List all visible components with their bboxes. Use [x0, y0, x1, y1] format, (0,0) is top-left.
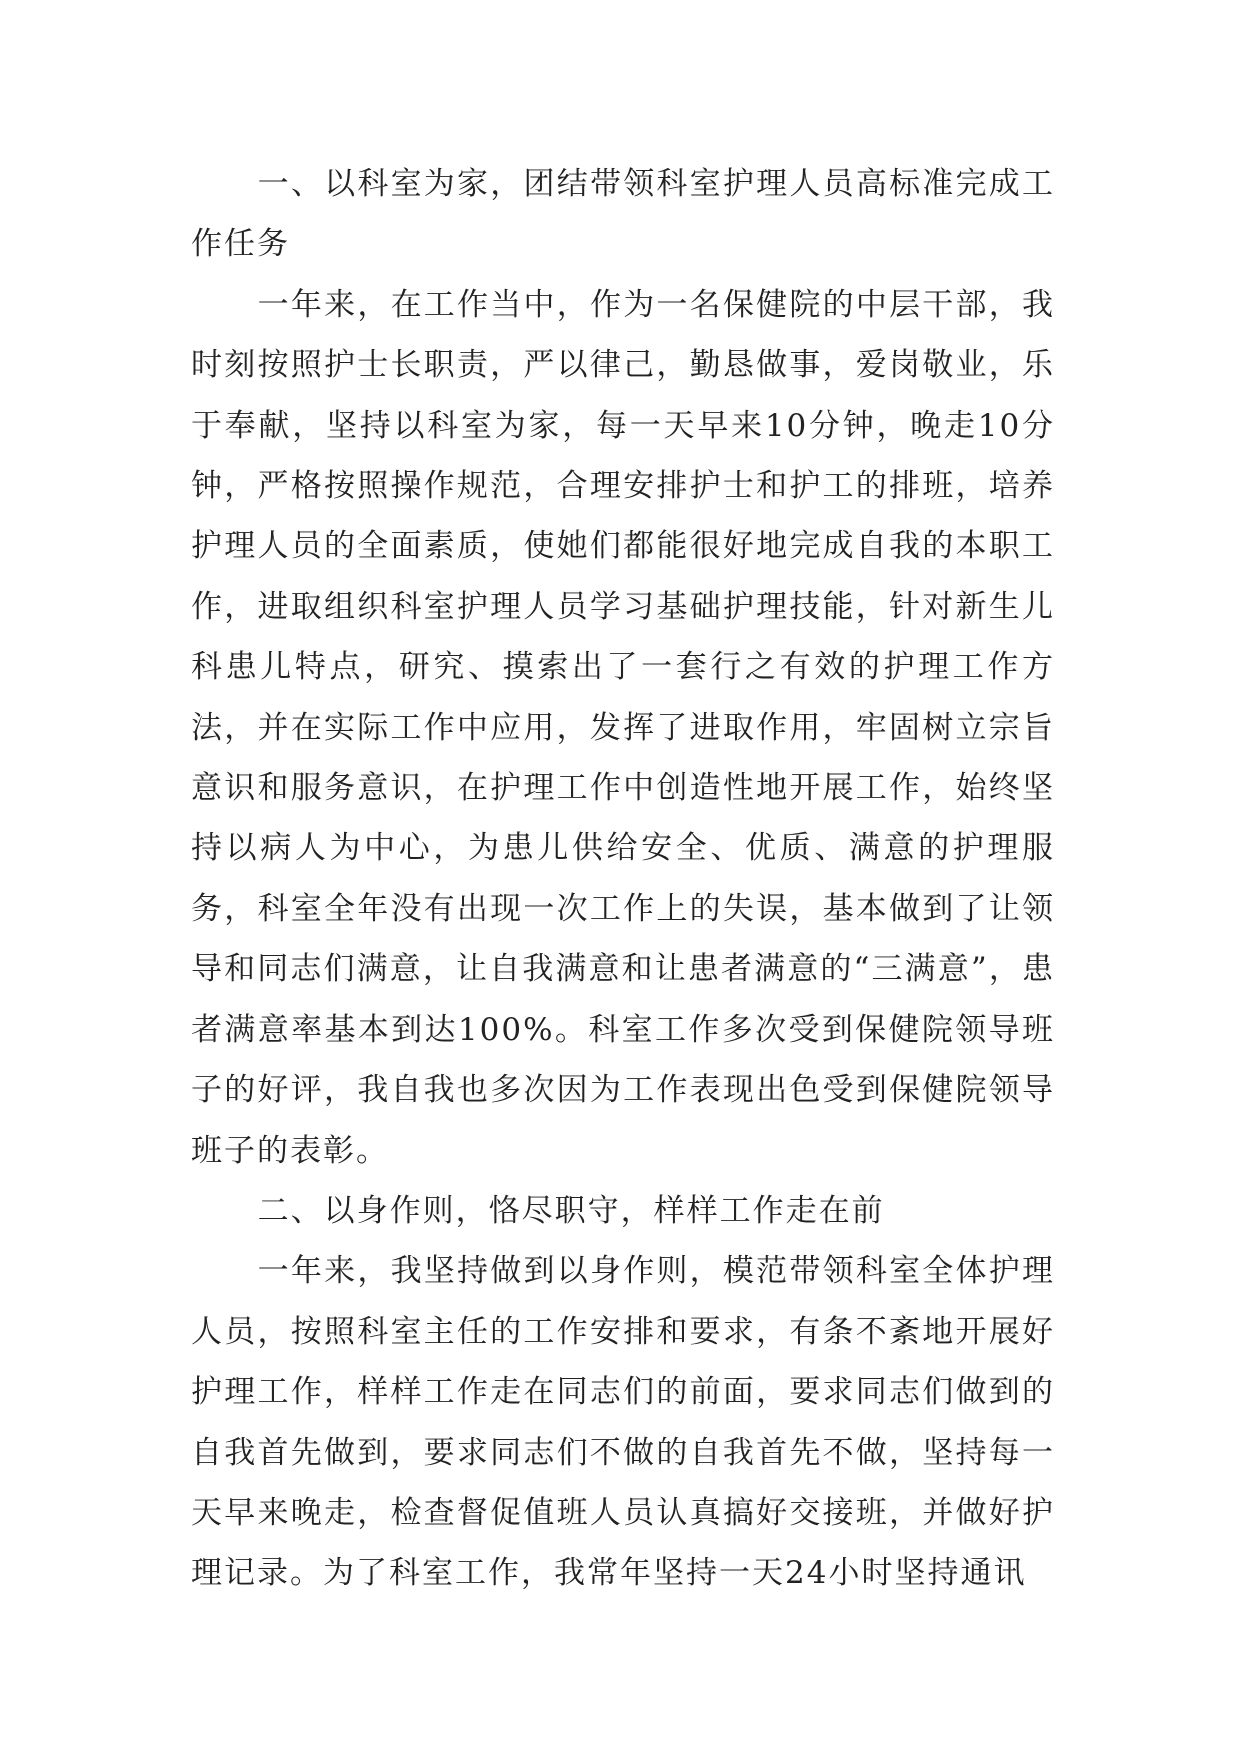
paragraph-2: 一年来，我坚持做到以身作则，模范带领科室全体护理人员，按照科室主任的工作安排和要求，有条不紊地开展好护理工作，样样工作走在同志们的前面，要求同志们做到的自我首先做到，要求同志们不做的自我首先不做，坚持每一天早来晚走，检查督促值班人员认真搞好交接班，并做好护理记录。为了科室工作，我常年坚持一天24小时坚持通讯	[191, 1253, 1055, 1592]
section-heading-1: 一、以科室为家，团结带领科室护理人员高标准完成工作任务	[191, 166, 1055, 263]
paragraph-1: 一年来，在工作当中，作为一名保健院的中层干部，我时刻按照护士长职责，严以律己，勤恳做事，爱岗敬业，乐于奉献，坚持以科室为家，每一天早来10分钟，晚走10分钟，严格按照操作规范，合理安排护士和护工的排班，培养护理人员的全面素质，使她们都能很好地完成自我的本职工作，进取组织科室护理人员学习基础护理技能，针对新生儿科患儿特点，研究、摸索出了一套行之有效的护理工作方法，并在实际工作中应用，发挥了进取作用，牢固树立宗旨意识和服务意识，在护理工作中创造性地开展工作，始终坚持以病人为中心，为患儿供给安全、优质、满意的护理服务，科室全年没有出现一次工作上的失误，基本做到了让领导和同志们满意，让自我满意和让患者满意的“三满意”，患者满意率基本到达100%。科室工作多次受到保健院领导班子的好评，我自我也多次因为工作表现出色受到保健院领导班子的表彰。	[191, 286, 1055, 1169]
document-body	[191, 154, 1055, 1604]
section-heading-2: 二、以身作则，恪尽职守，样样工作走在前	[257, 1192, 885, 1229]
